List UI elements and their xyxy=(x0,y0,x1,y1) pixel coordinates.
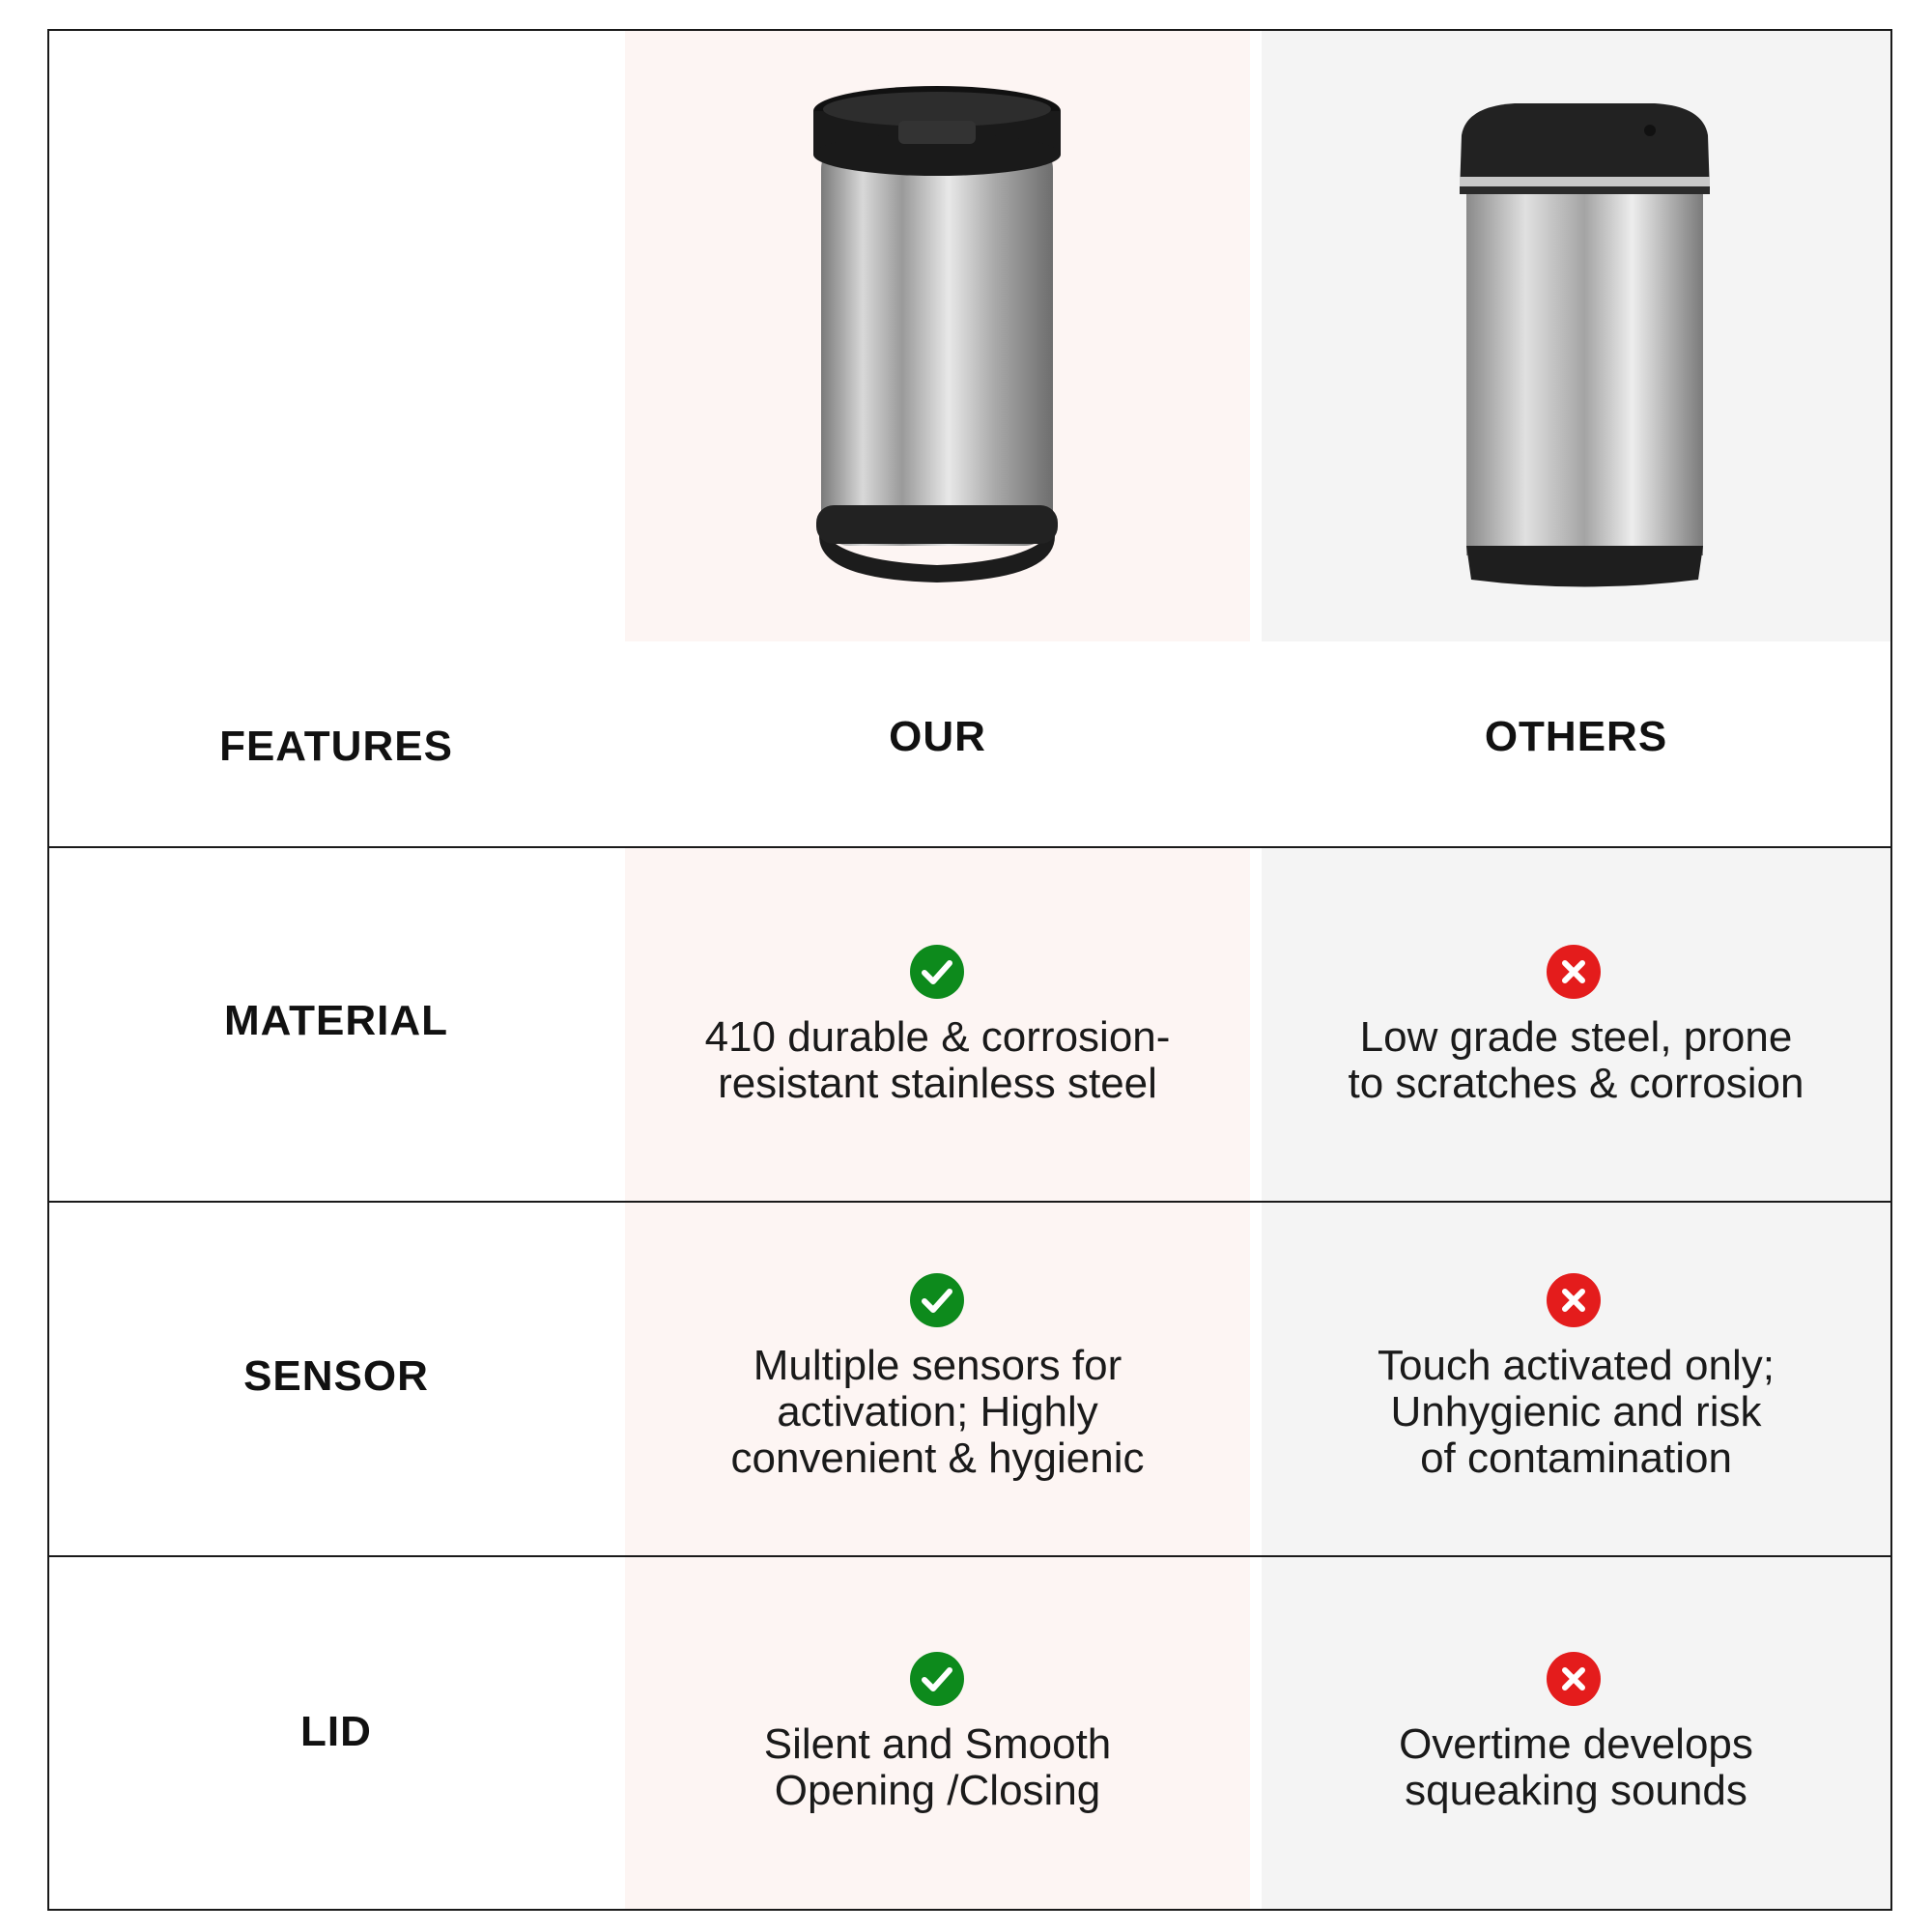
others-lid-text xyxy=(1262,1721,1890,1814)
text-line: resistant stainless steel xyxy=(718,1060,1157,1107)
row-divider xyxy=(47,1201,1892,1203)
check-circle-icon xyxy=(910,1273,964,1327)
text-line: Opening /Closing xyxy=(774,1767,1101,1814)
text-line: Touch activated only; xyxy=(1378,1342,1775,1389)
x-circle-icon xyxy=(1547,1652,1601,1706)
row-divider xyxy=(47,1555,1892,1557)
text-line: Multiple sensors for xyxy=(753,1342,1122,1389)
text-line: activation; Highly xyxy=(777,1388,1098,1435)
others-sensor-text xyxy=(1262,1343,1890,1482)
our-material-text xyxy=(625,1014,1250,1107)
feature-label-lid: LID xyxy=(300,1708,372,1755)
others-product-image xyxy=(1457,101,1713,594)
text-line: squeaking sounds xyxy=(1405,1767,1747,1814)
check-circle-icon xyxy=(910,1652,964,1706)
others-material-text xyxy=(1262,1014,1890,1107)
text-line: to scratches & corrosion xyxy=(1348,1060,1804,1107)
text-line: Overtime develops xyxy=(1399,1720,1753,1768)
features-header: FEATURES xyxy=(219,723,453,770)
check-circle-icon xyxy=(910,945,964,999)
feature-label-sensor: SENSOR xyxy=(243,1352,429,1400)
text-line: Silent and Smooth xyxy=(763,1720,1112,1768)
text-line: Low grade steel, prone xyxy=(1359,1013,1793,1061)
feature-label-material: MATERIAL xyxy=(223,997,449,1044)
our-header: OUR xyxy=(889,713,986,760)
text-line: 410 durable & corrosion- xyxy=(704,1013,1171,1061)
our-lid-text xyxy=(625,1721,1250,1814)
our-sensor-text xyxy=(625,1343,1250,1482)
text-line: convenient & hygienic xyxy=(730,1435,1145,1482)
our-product-image xyxy=(802,82,1072,589)
x-circle-icon xyxy=(1547,1273,1601,1327)
text-line: of contamination xyxy=(1420,1435,1732,1482)
row-divider xyxy=(47,846,1892,848)
text-line: Unhygienic and risk xyxy=(1390,1388,1762,1435)
x-circle-icon xyxy=(1547,945,1601,999)
others-header: OTHERS xyxy=(1484,713,1668,760)
